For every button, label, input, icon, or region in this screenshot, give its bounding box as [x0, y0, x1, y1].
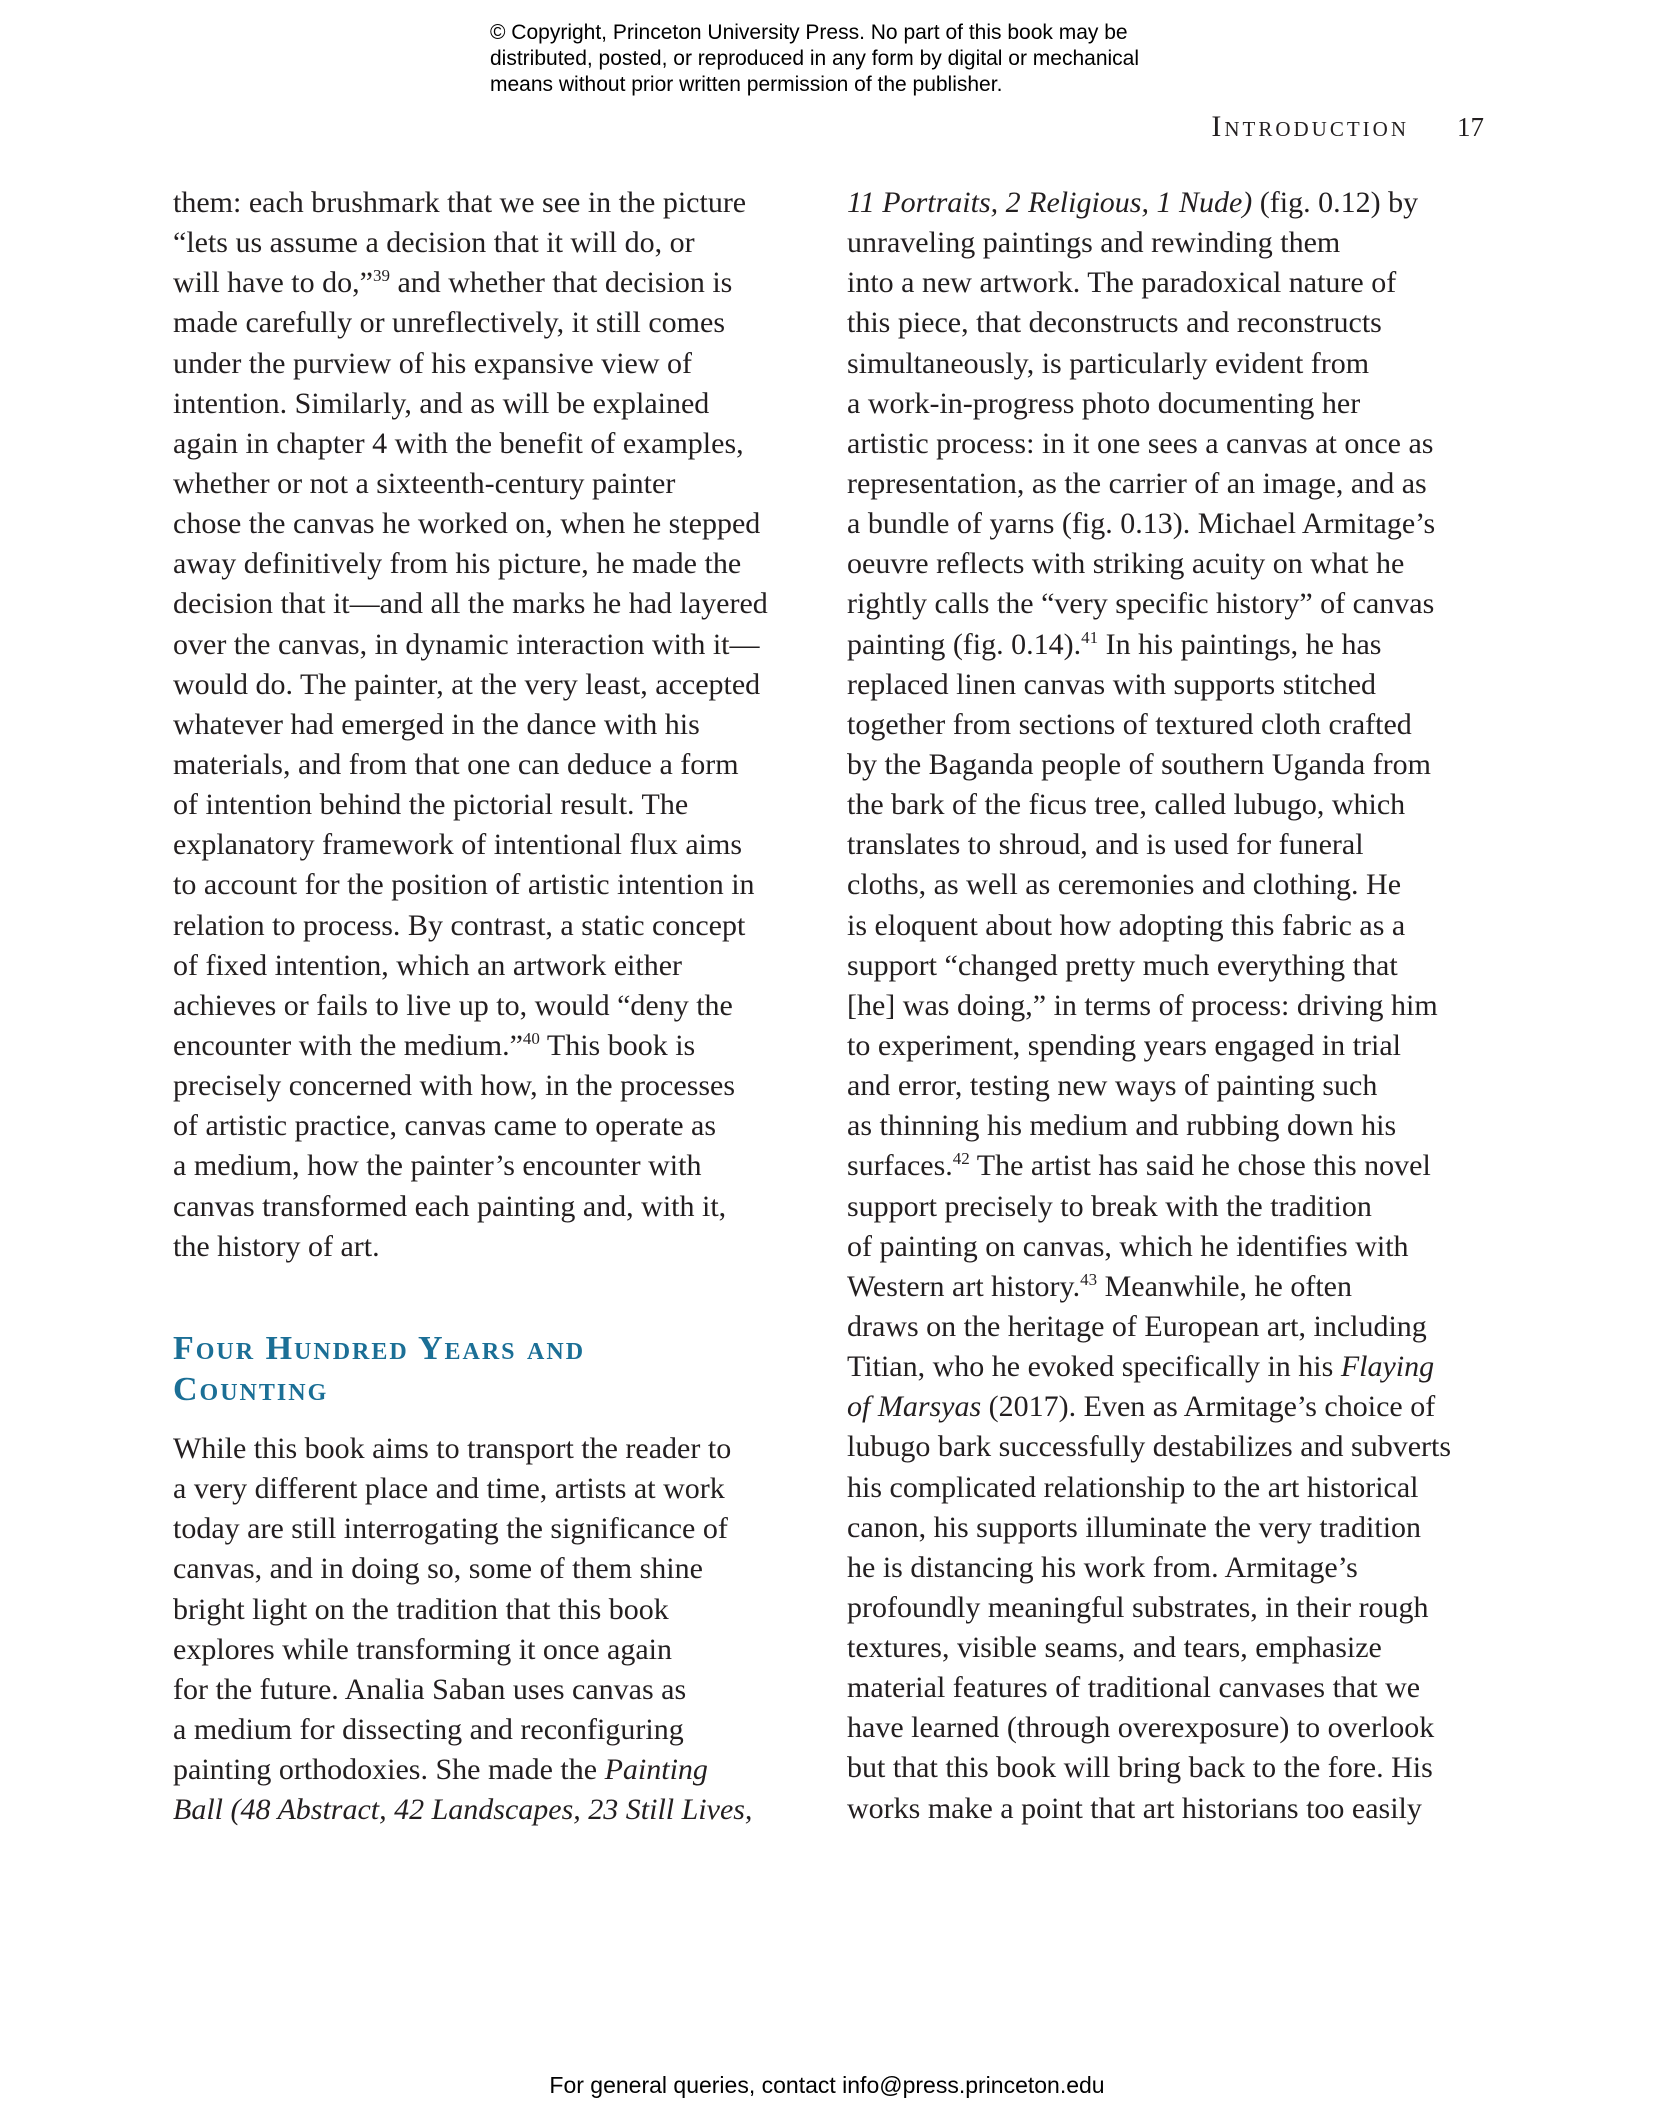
text-line	[173, 705, 813, 745]
text-run: will have to do,”	[173, 266, 373, 300]
text-run: whether or not a sixteenth-century painter	[173, 466, 676, 500]
text-line	[847, 665, 1507, 705]
text-line	[173, 303, 813, 343]
text-run: translates to shroud, and is used for funeral	[847, 828, 1364, 862]
text-run: unraveling paintings and rewinding them	[847, 226, 1341, 260]
text-line	[173, 906, 813, 946]
text-line	[847, 504, 1507, 544]
text-line	[173, 1790, 813, 1830]
italic-text: Flaying	[1340, 1350, 1435, 1384]
text-run: whatever had emerged in the dance with his	[173, 707, 700, 741]
text-line	[847, 1106, 1507, 1146]
text-line	[847, 1066, 1507, 1106]
text-run: a very different place and time, artists at work	[173, 1472, 725, 1506]
italic-text: 11 Portraits, 2 Religious, 1 Nude)	[847, 186, 1253, 219]
text-line	[847, 344, 1507, 384]
text-run: the history of art.	[173, 1229, 380, 1263]
text-line	[847, 1628, 1507, 1668]
text-run: materials, and from that one can deduce a form	[173, 747, 739, 781]
text-run: (2017). Even as Armitage’s choice of	[981, 1390, 1436, 1424]
text-line	[847, 1427, 1507, 1467]
text-line	[173, 1670, 813, 1710]
text-line	[847, 986, 1507, 1026]
text-run: oeuvre reflects with striking acuity on what he	[847, 547, 1405, 581]
text-run: chose the canvas he worked on, when he stepped	[173, 507, 761, 541]
text-line	[847, 183, 1507, 223]
text-line	[173, 1066, 813, 1106]
text-line	[173, 223, 813, 263]
text-line	[173, 785, 813, 825]
text-line	[173, 504, 813, 544]
text-line	[173, 986, 813, 1026]
text-line	[173, 384, 813, 424]
text-run: [he] was doing,” in terms of process: driving him	[847, 988, 1438, 1022]
text-line	[173, 625, 813, 665]
text-run: material features of traditional canvases that we	[847, 1671, 1421, 1705]
text-run: a medium for dissecting and reconfiguring	[173, 1712, 684, 1746]
copyright-notice	[490, 20, 1250, 98]
text-run: draws on the heritage of European art, including	[847, 1309, 1427, 1343]
text-line	[847, 1267, 1507, 1307]
text-run: over the canvas, in dynamic interaction with it—	[173, 627, 760, 661]
italic-text: Ball (48 Abstract, 42 Landscapes, 23 Still Lives,	[173, 1793, 753, 1827]
text-run: While this book aims to transport the reader to	[173, 1432, 732, 1465]
text-run: and error, testing new ways of painting such	[847, 1069, 1378, 1103]
text-line	[847, 1789, 1507, 1829]
text-run: decision that it—and all the marks he had layered	[173, 587, 768, 621]
left-column-text-continued	[173, 1429, 813, 1830]
text-run: textures, visible seams, and tears, emphasize	[847, 1631, 1382, 1665]
text-line	[847, 1708, 1507, 1748]
text-run: them: each brushmark that we see in the picture	[173, 186, 747, 219]
text-run: canvas transformed each painting and, with it,	[173, 1189, 727, 1223]
text-run: is eloquent about how adopting this fabric as a	[847, 908, 1406, 942]
italic-text: of Marsyas	[847, 1390, 982, 1424]
footnote-ref: 41	[1081, 627, 1099, 647]
text-run: by the Baganda people of southern Uganda from	[847, 747, 1431, 781]
text-line	[847, 223, 1507, 263]
text-line	[847, 1227, 1507, 1267]
text-run: painting orthodoxies. She made the	[173, 1753, 605, 1787]
text-line	[173, 464, 813, 504]
text-run: a medium, how the painter’s encounter with	[173, 1149, 702, 1183]
text-line	[173, 1227, 813, 1267]
footnote-ref: 43	[1080, 1269, 1098, 1289]
left-column-text	[173, 183, 813, 1267]
text-run: made carefully or unreflectively, it still comes	[173, 306, 726, 340]
section-heading	[173, 1328, 773, 1410]
section-heading-line: Counting	[173, 1371, 329, 1408]
text-line	[173, 183, 813, 223]
text-run: support precisely to break with the tradition	[847, 1189, 1372, 1223]
text-line	[847, 464, 1507, 504]
text-line	[847, 584, 1507, 624]
running-head	[1000, 110, 1484, 144]
text-run: explanatory framework of intentional flux aims	[173, 828, 742, 862]
text-run: This book is	[539, 1028, 696, 1062]
text-line	[847, 1187, 1507, 1227]
text-run: surfaces.	[847, 1149, 953, 1183]
right-column-text	[847, 183, 1507, 1829]
text-line	[847, 865, 1507, 905]
footnote-ref: 39	[372, 266, 390, 286]
text-line	[173, 424, 813, 464]
text-run: encounter with the medium.”	[173, 1028, 523, 1062]
text-run: (fig. 0.12) by	[1252, 186, 1419, 219]
text-run: precisely concerned with how, in the processes	[173, 1069, 736, 1103]
text-line	[847, 303, 1507, 343]
text-line	[847, 745, 1507, 785]
text-run: his complicated relationship to the art historical	[847, 1470, 1419, 1504]
text-run: canvas, and in doing so, some of them shine	[173, 1552, 703, 1586]
text-line	[847, 1588, 1507, 1628]
text-run: canon, his supports illuminate the very tradition	[847, 1510, 1422, 1544]
text-line	[173, 544, 813, 584]
text-run: explores while transforming it once again	[173, 1632, 673, 1666]
text-line	[173, 344, 813, 384]
text-line	[847, 1387, 1507, 1427]
text-line	[173, 1429, 813, 1469]
text-run: rightly calls the “very specific history” of canvas	[847, 587, 1435, 621]
text-line	[847, 1508, 1507, 1548]
text-run: to experiment, spending years engaged in trial	[847, 1028, 1401, 1062]
text-run: bright light on the tradition that this book	[173, 1592, 669, 1626]
text-line	[173, 1026, 813, 1066]
text-line	[173, 263, 813, 303]
text-run: for the future. Analia Saban uses canvas as	[173, 1672, 687, 1706]
text-run: a work-in-progress photo documenting her	[847, 386, 1361, 420]
text-run: and whether that decision is	[389, 266, 733, 300]
text-run: of fixed intention, which an artwork either	[173, 948, 683, 982]
text-line	[847, 1748, 1507, 1788]
text-run: the bark of the ficus tree, called lubugo, which	[847, 788, 1406, 822]
text-line	[173, 745, 813, 785]
text-line	[173, 1750, 813, 1790]
text-line	[173, 1710, 813, 1750]
text-run: support “changed pretty much everything that	[847, 948, 1398, 982]
text-run: relation to process. By contrast, a static concept	[173, 908, 746, 942]
text-line	[173, 665, 813, 705]
text-run: painting (fig. 0.14).	[847, 627, 1082, 661]
text-run: of intention behind the pictorial result. The	[173, 788, 689, 822]
text-line	[173, 584, 813, 624]
footnote-ref: 42	[952, 1149, 970, 1169]
text-line	[173, 865, 813, 905]
text-run: profoundly meaningful substrates, in their rough	[847, 1590, 1429, 1624]
text-run: Western art history.	[847, 1269, 1081, 1303]
footnote-ref: 40	[522, 1028, 540, 1048]
text-run: cloths, as well as ceremonies and clothing. He	[847, 868, 1402, 902]
text-line	[847, 785, 1507, 825]
text-line	[847, 544, 1507, 584]
copyright-line: © Copyright, Princeton University Press. No part of this book may be	[490, 21, 1128, 44]
running-head-title: Introduction	[1211, 110, 1409, 143]
text-run: as thinning his medium and rubbing down his	[847, 1109, 1397, 1143]
text-run: “lets us assume a decision that it will do, or	[173, 226, 695, 260]
text-line	[847, 625, 1507, 665]
copyright-line: distributed, posted, or reproduced in any form by digital or mechanical	[490, 47, 1140, 70]
text-run: artistic process: in it one sees a canvas at once as	[847, 426, 1434, 460]
text-line	[847, 1548, 1507, 1588]
text-run: into a new artwork. The paradoxical nature of	[847, 266, 1397, 300]
section-heading-line: Four Hundred Years and	[173, 1330, 586, 1367]
text-run: lubugo bark successfully destabilizes and subverts	[847, 1430, 1452, 1464]
text-run: under the purview of his expansive view of	[173, 346, 693, 380]
text-line	[173, 1509, 813, 1549]
text-line	[847, 1347, 1507, 1387]
page-number: 17	[1457, 112, 1484, 142]
text-line	[847, 424, 1507, 464]
text-line	[847, 1468, 1507, 1508]
text-run: achieves or fails to live up to, would “deny the	[173, 988, 733, 1022]
text-line	[173, 1146, 813, 1186]
text-run: The artist has said he chose this novel	[969, 1149, 1431, 1183]
text-run: away definitively from his picture, he made the	[173, 547, 742, 581]
text-line	[847, 1307, 1507, 1347]
text-run: a bundle of yarns (fig. 0.13). Michael Armitage’s	[847, 507, 1436, 541]
text-line	[173, 1549, 813, 1589]
text-run: intention. Similarly, and as will be explained	[173, 386, 710, 420]
text-run: representation, as the carrier of an image, and as	[847, 466, 1427, 500]
text-line	[173, 825, 813, 865]
text-line	[173, 1590, 813, 1630]
text-run: to account for the position of artistic intention in	[173, 868, 755, 902]
text-line	[847, 263, 1507, 303]
text-line	[173, 1187, 813, 1227]
text-run: of painting on canvas, which he identifies with	[847, 1229, 1409, 1263]
text-line	[847, 1668, 1507, 1708]
text-line	[847, 1026, 1507, 1066]
text-line	[847, 384, 1507, 424]
text-line	[173, 1106, 813, 1146]
text-line	[847, 946, 1507, 986]
text-run: of artistic practice, canvas came to operate as	[173, 1109, 717, 1143]
text-run: but that this book will bring back to the fore. His	[847, 1751, 1433, 1785]
text-line	[847, 825, 1507, 865]
text-line	[847, 906, 1507, 946]
text-run: today are still interrogating the significance of	[173, 1512, 728, 1546]
italic-text: Painting	[604, 1753, 708, 1787]
text-line	[847, 705, 1507, 745]
text-line	[173, 946, 813, 986]
copyright-line: means without prior written permission of the publisher.	[490, 73, 1003, 96]
text-run: have learned (through overexposure) to overlook	[847, 1711, 1435, 1745]
text-line	[847, 1146, 1507, 1186]
text-run: he is distancing his work from. Armitage’s	[847, 1550, 1358, 1584]
text-line	[173, 1469, 813, 1509]
text-run: again in chapter 4 with the benefit of examples,	[173, 426, 744, 460]
text-run: together from sections of textured cloth crafted	[847, 707, 1412, 741]
text-run: would do. The painter, at the very least, accepted	[173, 667, 761, 701]
text-run: simultaneously, is particularly evident from	[847, 346, 1370, 380]
text-run: In his paintings, he has	[1098, 627, 1382, 661]
text-run: Titian, who he evoked specifically in his	[847, 1350, 1341, 1384]
footer-contact: For general queries, contact info@press.princeton.edu	[549, 2072, 1105, 2098]
text-run: works make a point that art historians too easily	[847, 1791, 1422, 1825]
text-run: this piece, that deconstructs and reconstructs	[847, 306, 1382, 340]
text-line	[173, 1630, 813, 1670]
text-run: replaced linen canvas with supports stitched	[847, 667, 1377, 701]
text-run: Meanwhile, he often	[1097, 1269, 1352, 1303]
